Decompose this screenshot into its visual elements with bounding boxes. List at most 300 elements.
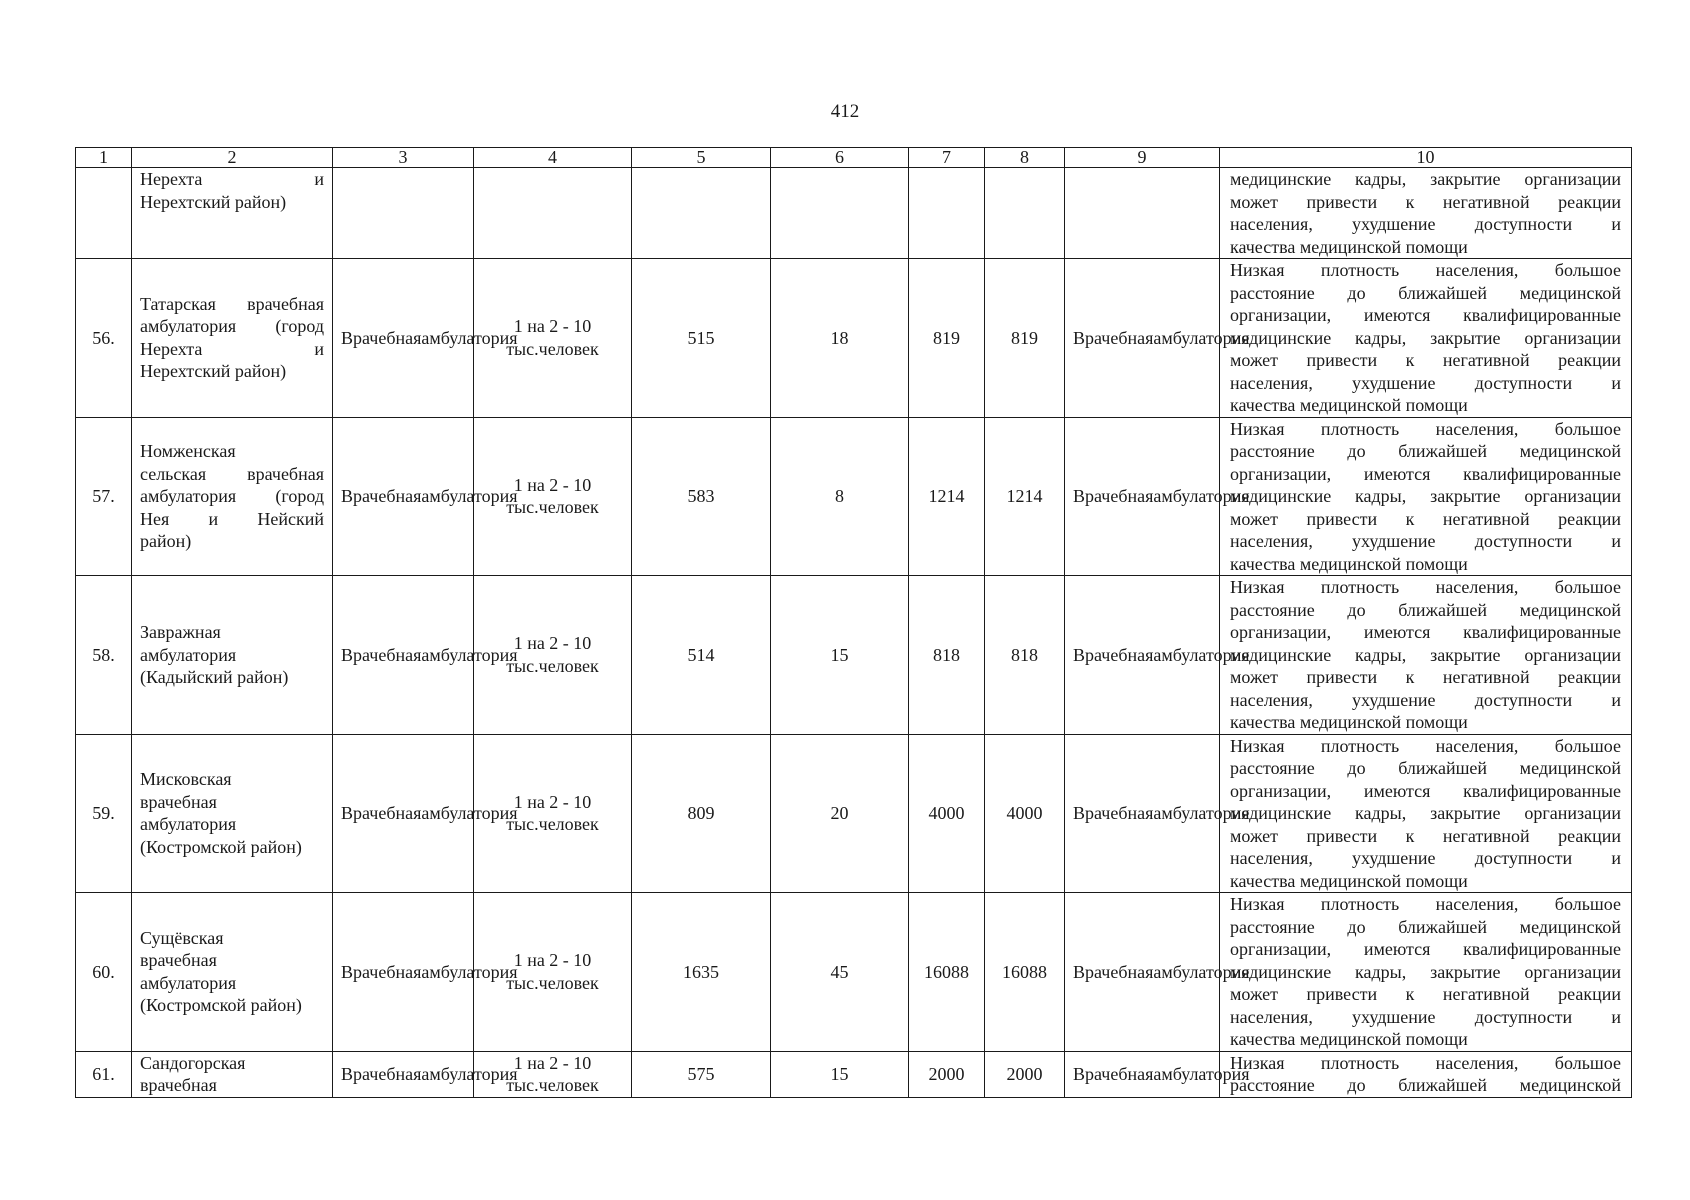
- word: привести: [1306, 350, 1378, 370]
- word: медицинской: [1519, 916, 1621, 937]
- word: привести: [1306, 191, 1378, 212]
- result-type-cell-line: амбулатория: [1153, 1063, 1250, 1084]
- reason-line: [1230, 938, 1621, 961]
- word: к: [1405, 350, 1415, 370]
- facility-type-cell-line: амбулатория: [421, 803, 518, 823]
- word: плотность: [1320, 260, 1400, 280]
- result-type-cell: [1065, 259, 1250, 418]
- reason-line: [1230, 666, 1621, 689]
- word: медицинские: [1230, 961, 1332, 982]
- word: и: [314, 338, 324, 359]
- value-cell-5: [632, 168, 771, 259]
- word: расстояние: [1230, 758, 1315, 778]
- word: населения,: [1230, 372, 1313, 393]
- word: медицинской: [1519, 599, 1621, 620]
- reason-line: [1230, 689, 1621, 712]
- reason-line: [1230, 463, 1621, 486]
- reason-line: [1230, 304, 1621, 327]
- word: плотность: [1320, 735, 1400, 756]
- facility-type-cell: [333, 1051, 518, 1097]
- value-cell-8: [985, 168, 1065, 259]
- reason-line: [1230, 802, 1621, 825]
- word: реакции: [1558, 191, 1621, 212]
- result-type-cell-line: Врачебная: [1073, 1063, 1154, 1084]
- value-cell-7: 819: [909, 259, 985, 418]
- reason-line: [1230, 983, 1621, 1006]
- word: закрытие: [1430, 644, 1501, 665]
- word: доступности: [1474, 848, 1573, 868]
- facility-type-cell-line: Врачебная: [341, 327, 422, 348]
- value-cell-7: 2000: [909, 1051, 985, 1097]
- reason-line: качества медицинской помощи: [1230, 553, 1468, 574]
- facility-name-line: амбулатория: [140, 644, 237, 665]
- facility-name-line: Нерехтский район): [140, 361, 287, 382]
- word: доступности: [1474, 689, 1573, 710]
- word: большое: [1554, 418, 1621, 439]
- word: медицинские: [1230, 486, 1332, 506]
- reason-line: [1230, 576, 1621, 599]
- word: реакции: [1558, 825, 1621, 846]
- value-cell-7: 1214: [909, 417, 985, 576]
- word: ближайшей: [1398, 599, 1488, 620]
- word: Низкая: [1230, 577, 1285, 597]
- word: закрытие: [1430, 961, 1501, 982]
- word: может: [1230, 984, 1278, 1004]
- word: (город: [275, 316, 324, 337]
- facility-type-cell-line: Врачебная: [341, 961, 422, 982]
- value-cell-6: 15: [771, 576, 909, 735]
- column-number-cell: 9: [1065, 148, 1220, 168]
- facility-name-line: врачебная: [140, 950, 217, 971]
- word: Нейский: [257, 508, 324, 529]
- result-type-cell-line: Врачебная: [1073, 803, 1154, 823]
- word: населения,: [1435, 894, 1519, 914]
- facility-type-cell-line: амбулатория: [421, 961, 518, 982]
- result-type-cell: [1065, 576, 1250, 735]
- facility-name-cell: [132, 576, 333, 735]
- word: к: [1405, 508, 1415, 529]
- result-type-cell-line: Врачебная: [1073, 486, 1154, 506]
- facility-name-line: Нерехтский район): [140, 191, 287, 212]
- word: и: [1611, 214, 1621, 234]
- facility-name-line: Номженская: [140, 441, 236, 461]
- word: имеются: [1363, 463, 1431, 484]
- value-cell-6: 20: [771, 734, 909, 893]
- value-cell-6: [771, 168, 909, 259]
- word: доступности: [1474, 531, 1573, 551]
- reason-line: качества медицинской помощи: [1230, 712, 1468, 732]
- reason-line: [1230, 916, 1621, 939]
- reason-line: [1230, 282, 1621, 305]
- word: может: [1230, 508, 1278, 529]
- word: большое: [1554, 577, 1621, 597]
- reason-line: качества медицинской помощи: [1230, 870, 1468, 891]
- word: реакции: [1558, 350, 1621, 370]
- result-type-cell-line: амбулатория: [1153, 486, 1250, 506]
- reason-line: [1230, 508, 1621, 531]
- facility-name-cell: [132, 168, 333, 259]
- word: врачебная: [247, 293, 324, 314]
- word: кадры,: [1355, 327, 1407, 348]
- norm-cell-line: 1 на 2 - 10 тыс.: [506, 316, 592, 359]
- facility-type-cell: [333, 259, 518, 418]
- reason-line: [1230, 780, 1621, 803]
- word: закрытие: [1430, 803, 1501, 823]
- word: медицинские: [1230, 327, 1332, 348]
- table-row: [76, 576, 1632, 735]
- word: населения,: [1230, 214, 1313, 234]
- word: Низкая: [1230, 735, 1285, 756]
- column-number-cell: 6: [771, 148, 909, 168]
- word: реакции: [1558, 667, 1621, 687]
- word: организации,: [1230, 939, 1332, 959]
- word: сельская: [140, 463, 207, 484]
- word: квалифицированные: [1463, 305, 1621, 325]
- word: ближайшей: [1398, 916, 1488, 937]
- word: населения,: [1435, 1052, 1519, 1073]
- facility-name-line: [140, 168, 324, 191]
- facility-name-line: врачебная: [140, 791, 217, 812]
- facility-name-line: (Кадыйский район): [140, 667, 289, 687]
- table-row: [76, 417, 1632, 576]
- word: кадры,: [1355, 486, 1407, 506]
- word: доступности: [1474, 372, 1573, 393]
- value-cell-8: 818: [985, 576, 1065, 735]
- word: до: [1347, 758, 1366, 778]
- norm-cell-line: 1 на 2 - 10 тыс.: [506, 1052, 592, 1095]
- reason-line: [1230, 1074, 1621, 1097]
- word: негативной: [1442, 984, 1530, 1004]
- word: ухудшение: [1352, 531, 1436, 551]
- word: большое: [1554, 1052, 1621, 1073]
- facility-name-cell: [132, 417, 333, 576]
- result-type-cell: [1065, 734, 1250, 893]
- word: и: [1611, 689, 1621, 710]
- value-cell-7: 16088: [909, 893, 985, 1052]
- word: плотность: [1320, 577, 1400, 597]
- result-type-cell: [1065, 893, 1250, 1052]
- norm-cell-line: 1 на 2 - 10 тыс.: [506, 950, 592, 993]
- word: плотность: [1320, 418, 1400, 439]
- reason-line: [1230, 757, 1621, 780]
- word: кадры,: [1355, 961, 1407, 982]
- value-cell-5: 515: [632, 259, 771, 418]
- facility-name-cell: [132, 1051, 333, 1097]
- word: и: [208, 508, 219, 529]
- value-cell-5: 575: [632, 1051, 771, 1097]
- word: медицинской: [1519, 441, 1621, 461]
- word: ближайшей: [1398, 758, 1488, 778]
- result-type-cell: [1065, 168, 1220, 259]
- word: врачебная: [247, 463, 324, 484]
- word: привести: [1306, 825, 1378, 846]
- word: населения,: [1435, 418, 1519, 439]
- facility-type-cell-line: амбулатория: [421, 1063, 518, 1084]
- reason-line: [1230, 213, 1621, 236]
- word: негативной: [1442, 350, 1530, 370]
- facility-name-line: Мисковская: [140, 769, 232, 790]
- facility-type-cell-line: Врачебная: [341, 486, 422, 506]
- word: большое: [1554, 260, 1621, 280]
- norm-cell-line: человек: [538, 497, 599, 518]
- reason-line: [1230, 1006, 1621, 1029]
- word: населения,: [1435, 577, 1519, 597]
- word: имеются: [1363, 939, 1431, 959]
- reason-line: [1230, 418, 1621, 441]
- value-cell-5: 1635: [632, 893, 771, 1052]
- reason-line: [1230, 191, 1621, 214]
- facility-name-line: амбулатория: [140, 972, 237, 993]
- reason-line: [1230, 440, 1621, 463]
- word: расстояние: [1230, 441, 1315, 461]
- word: может: [1230, 667, 1278, 687]
- word: негативной: [1442, 508, 1530, 529]
- facility-type-cell-line: амбулатория: [421, 327, 518, 348]
- word: ухудшение: [1352, 372, 1436, 393]
- value-cell-5: 583: [632, 417, 771, 576]
- result-type-cell-line: амбулатория: [1153, 644, 1250, 665]
- norm-cell-line: человек: [538, 338, 599, 359]
- result-type-cell-line: амбулатория: [1153, 961, 1250, 982]
- word: негативной: [1442, 667, 1530, 687]
- norm-cell: [474, 168, 632, 259]
- word: имеются: [1363, 305, 1431, 325]
- word: ухудшение: [1352, 214, 1436, 234]
- word: Нерехта: [140, 169, 203, 189]
- value-cell-7: 4000: [909, 734, 985, 893]
- word: до: [1347, 441, 1366, 461]
- word: имеются: [1363, 622, 1431, 642]
- table-row: [76, 259, 1632, 418]
- reason-line: [1230, 1052, 1621, 1075]
- result-type-cell-line: Врачебная: [1073, 644, 1154, 665]
- word: амбулатория: [140, 316, 237, 337]
- word: квалифицированные: [1463, 939, 1621, 959]
- word: Татарская: [140, 293, 216, 314]
- word: ближайшей: [1398, 441, 1488, 461]
- word: Нея: [140, 508, 170, 529]
- result-type-cell-line: амбулатория: [1153, 327, 1250, 348]
- reason-line: [1230, 372, 1621, 395]
- facilities-table: [75, 147, 1632, 1098]
- word: может: [1230, 191, 1278, 212]
- word: организации: [1524, 803, 1621, 823]
- column-number-cell: 4: [474, 148, 632, 168]
- word: имеются: [1363, 780, 1431, 801]
- result-type-cell-line: амбулатория: [1153, 803, 1250, 823]
- word: негативной: [1442, 191, 1530, 212]
- value-cell-7: 818: [909, 576, 985, 735]
- word: негативной: [1442, 825, 1530, 846]
- reason-line: [1230, 485, 1621, 508]
- word: реакции: [1558, 984, 1621, 1004]
- column-number-cell: 3: [333, 148, 474, 168]
- facility-name-line: район): [140, 531, 192, 551]
- word: кадры,: [1355, 169, 1407, 189]
- word: привести: [1306, 508, 1378, 529]
- word: Низкая: [1230, 1052, 1285, 1073]
- word: расстояние: [1230, 1075, 1315, 1095]
- word: кадры,: [1355, 644, 1407, 665]
- word: организации: [1524, 169, 1621, 189]
- reason-line: [1230, 327, 1621, 350]
- word: расстояние: [1230, 282, 1315, 303]
- word: расстояние: [1230, 916, 1315, 937]
- facility-name-cell: [132, 259, 333, 418]
- word: населения,: [1230, 848, 1313, 868]
- reason-line: [1230, 893, 1621, 916]
- word: ухудшение: [1352, 848, 1436, 868]
- word: ближайшей: [1398, 282, 1488, 303]
- column-number-cell: 5: [632, 148, 771, 168]
- word: привести: [1306, 667, 1378, 687]
- row-number-cell: 60.: [76, 893, 132, 1052]
- value-cell-8: 16088: [985, 893, 1065, 1052]
- reason-line: качества медицинской помощи: [1230, 236, 1468, 257]
- column-number-cell: 2: [132, 148, 333, 168]
- reason-line: [1230, 168, 1621, 191]
- facility-type-cell: [333, 576, 518, 735]
- value-cell-8: 819: [985, 259, 1065, 418]
- word: организации: [1524, 644, 1621, 665]
- word: к: [1405, 191, 1415, 212]
- norm-cell-line: человек: [538, 655, 599, 676]
- facility-type-cell: [333, 893, 518, 1052]
- result-type-cell-line: Врачебная: [1073, 327, 1154, 348]
- word: может: [1230, 350, 1278, 370]
- word: закрытие: [1430, 327, 1501, 348]
- word: расстояние: [1230, 599, 1315, 620]
- reason-line: [1230, 644, 1621, 667]
- facility-type-cell-line: амбулатория: [421, 486, 518, 506]
- word: Низкая: [1230, 418, 1285, 439]
- word: населения,: [1435, 735, 1519, 756]
- result-type-cell: [1065, 1051, 1250, 1097]
- continued-row: [76, 168, 1632, 259]
- word: и: [1611, 372, 1621, 393]
- table-row: [76, 893, 1632, 1052]
- norm-cell-line: человек: [538, 814, 599, 835]
- value-cell-6: 8: [771, 417, 909, 576]
- word: привести: [1306, 984, 1378, 1004]
- word: организации: [1524, 961, 1621, 982]
- word: и: [1611, 1006, 1621, 1027]
- word: квалифицированные: [1463, 780, 1621, 801]
- value-cell-7: [909, 168, 985, 259]
- word: плотность: [1320, 1052, 1400, 1073]
- word: Нерехта: [140, 338, 203, 359]
- word: организации,: [1230, 780, 1332, 801]
- facility-name-line: (Костромской район): [140, 995, 302, 1016]
- word: может: [1230, 825, 1278, 846]
- word: амбулатория: [140, 486, 237, 506]
- word: ухудшение: [1352, 1006, 1436, 1027]
- facility-name-line: врачебная: [140, 1075, 217, 1095]
- facility-type-cell: [333, 168, 474, 259]
- reason-cell: [1220, 168, 1632, 259]
- facility-name-line: [140, 315, 324, 338]
- facility-type-cell-line: амбулатория: [421, 644, 518, 665]
- word: к: [1405, 667, 1415, 687]
- reason-line: [1230, 349, 1621, 372]
- table-row: [76, 734, 1632, 893]
- value-cell-6: 45: [771, 893, 909, 1052]
- reason-cell: [1220, 1051, 1632, 1097]
- word: кадры,: [1355, 803, 1407, 823]
- reason-line: [1230, 735, 1621, 758]
- value-cell-6: 15: [771, 1051, 909, 1097]
- reason-line: качества медицинской помощи: [1230, 1029, 1468, 1049]
- word: плотность: [1320, 894, 1400, 914]
- result-type-cell: [1065, 417, 1250, 576]
- column-number-cell: 7: [909, 148, 985, 168]
- page-number: 412: [830, 101, 860, 122]
- word: Низкая: [1230, 260, 1285, 280]
- facility-type-cell-line: Врачебная: [341, 803, 422, 823]
- reason-line: [1230, 599, 1621, 622]
- reason-cell: [1220, 417, 1632, 576]
- word: медицинские: [1230, 644, 1332, 665]
- value-cell-5: 809: [632, 734, 771, 893]
- word: (город: [275, 486, 324, 506]
- facility-type-cell-line: Врачебная: [341, 644, 422, 665]
- facility-name-line: [140, 508, 324, 531]
- word: населения,: [1435, 260, 1519, 280]
- facility-name-line: Завражная: [140, 622, 221, 642]
- word: медицинской: [1519, 282, 1621, 303]
- reason-line: [1230, 621, 1621, 644]
- word: медицинской: [1519, 1075, 1621, 1095]
- facility-name-line: амбулатория: [140, 814, 237, 835]
- column-number-cell: 8: [985, 148, 1065, 168]
- word: организации,: [1230, 463, 1332, 484]
- facility-name-cell: [132, 893, 333, 1052]
- facility-name-line: (Костромской район): [140, 836, 302, 857]
- column-number-header-row: [76, 148, 1632, 168]
- word: закрытие: [1430, 169, 1501, 189]
- value-cell-8: 1214: [985, 417, 1065, 576]
- word: медицинской: [1519, 758, 1621, 778]
- value-cell-8: 2000: [985, 1051, 1065, 1097]
- word: квалифицированные: [1463, 463, 1621, 484]
- word: организации: [1524, 486, 1621, 506]
- row-number-cell: 59.: [76, 734, 132, 893]
- facility-type-cell: [333, 734, 518, 893]
- word: закрытие: [1430, 486, 1501, 506]
- word: и: [314, 169, 324, 189]
- facility-type-cell-line: Врачебная: [341, 1063, 422, 1084]
- value-cell-5: 514: [632, 576, 771, 735]
- word: и: [1611, 531, 1621, 551]
- word: и: [1611, 848, 1621, 868]
- row-number-cell: 57.: [76, 417, 132, 576]
- facility-name-line: [140, 485, 324, 508]
- reason-cell: [1220, 576, 1632, 735]
- word: населения,: [1230, 689, 1313, 710]
- word: ближайшей: [1398, 1075, 1488, 1095]
- word: квалифицированные: [1463, 622, 1621, 642]
- word: большое: [1554, 735, 1621, 756]
- norm-cell-line: 1 на 2 - 10 тыс.: [506, 633, 592, 676]
- norm-cell-line: человек: [538, 1075, 599, 1095]
- word: до: [1347, 282, 1366, 303]
- word: до: [1347, 916, 1366, 937]
- word: доступности: [1474, 214, 1573, 234]
- value-cell-6: 18: [771, 259, 909, 418]
- facility-name-line: [140, 338, 324, 361]
- word: организации: [1524, 327, 1621, 348]
- row-number-cell: 56.: [76, 259, 132, 418]
